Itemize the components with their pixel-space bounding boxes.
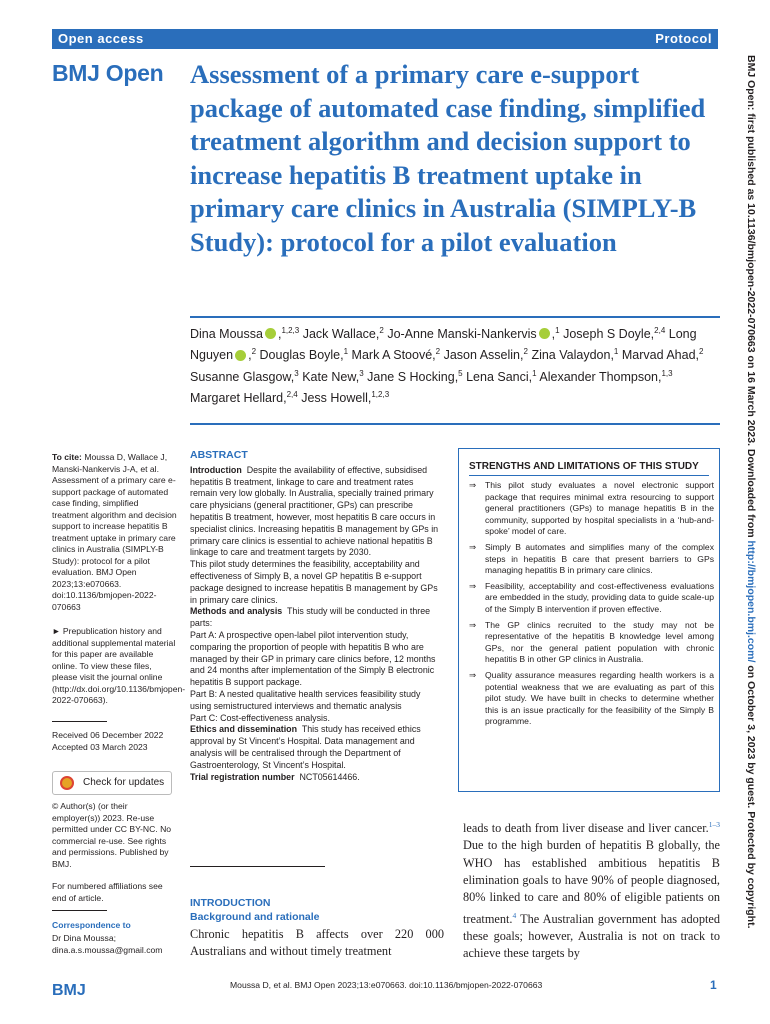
methods-text: This study will be conducted in three parts: (190, 606, 431, 629)
author-affiliation: 2 (435, 347, 441, 357)
author-name: Kate New (302, 370, 356, 385)
orcid-icon[interactable] (235, 350, 246, 361)
strength-text: The GP clinics recruited to the study may not be representative of the hepatitis B knowledge level among GPs, nor the general patient population with chronic hepatitis B in other GP clinics in Australia. (485, 619, 714, 665)
ref-2[interactable]: 4 (512, 910, 517, 920)
abstract-trial (190, 772, 442, 784)
open-access-label: Open access (58, 31, 144, 46)
author-name: Jo-Anne Manski-Nankervis (387, 327, 537, 342)
abstract-ethics (190, 724, 442, 771)
journal-logo: BMJ Open (52, 60, 164, 86)
trial-label: Trial registration number (190, 771, 295, 782)
check-updates-label: Check for updates (83, 777, 165, 788)
author-name: Susanne Glasgow (190, 370, 291, 385)
arrow-icon: ⇒ (469, 480, 477, 490)
author-name: Jason Asselin (443, 348, 521, 363)
author-affiliation: 5 (458, 368, 463, 378)
author-affiliation: 1,3 (661, 368, 673, 378)
side-note (745, 55, 757, 955)
intro-right-1: leads to death from liver disease and liver cancer. (463, 821, 709, 836)
author-affiliation: 1 (343, 347, 349, 357)
arrow-icon: ⇒ (469, 619, 477, 630)
arrow-icon: ⇒ (469, 669, 477, 680)
cite-text: Moussa D, Wallace J, Manski-Nankervis J-A, et al. Assessment of a primary care e-support package of automated case finding, simplified treatment algorithm and decision support to increase hepatitis B treatment uptake in primary care clinics in Australia (SIMPLY-B Study): protocol for a pilot evaluation. BMJ Open 2023;13:e070663. doi:10.1136/bmjopen-2022-070663 (52, 452, 177, 612)
side-note-link[interactable]: http://bmjopen.bmj.com/ (745, 540, 757, 663)
dates-block (52, 730, 177, 753)
author-affiliation: 1 (613, 347, 619, 357)
abstract (190, 450, 442, 783)
check-updates-button[interactable] (52, 771, 172, 795)
orcid-icon[interactable] (539, 328, 550, 339)
correspondence-name: Dr Dina Moussa; (52, 933, 116, 943)
strengths-divider (469, 475, 709, 476)
citation-block (52, 452, 177, 613)
strengths-heading: STRENGTHS AND LIMITATIONS OF THIS STUDY (469, 461, 699, 472)
introduction-heading: INTRODUCTION (190, 897, 271, 909)
strength-text: Quality assurance measures regarding health workers is a potential weakness that we are evaluating as part of this pilot study. We have built in checks to determine whether this is an issue practically for the feasibility of the Simply B programme. (485, 669, 714, 727)
abstract-heading: ABSTRACT (190, 449, 248, 461)
left-divider-2 (52, 910, 107, 911)
author-affiliation: 1,2,3 (281, 326, 300, 335)
author-affiliation: 2,4 (654, 326, 666, 335)
abstract-part-b: Part B: A nested qualitative health services feasibility study using semistructured interviews and thematic analysis (190, 688, 421, 711)
strength-text: Simply B automates and simplifies many of the complex steps in hepatitis B care that present barriers to GPs managing hepatitis B in primary care clinics. (485, 541, 714, 576)
strength-item (469, 542, 714, 577)
arrow-icon: ⇒ (469, 580, 477, 591)
author-name: Lena Sanci (466, 370, 529, 385)
author-affiliation: 2,4 (286, 390, 298, 400)
abstract-part-c: Part C: Cost-effectiveness analysis. (190, 712, 330, 723)
intro-text: Despite the availability of effective, subsidised hepatitis B treatment, linkage to care and treatment rates remain very low globally. In Australia, specially trained primary care physicians (general practitioner, GPs) can prescribe hepatitis B treatment, however, most hepatitis B care occurs in specialist clinics. Increasing hepatitis B management by GPs in primary care clinics is essential to achieve national hepatitis B linkage to care and treatment targets by 2030. (190, 464, 439, 558)
author-name: Zina Valaydon (531, 348, 611, 363)
author-name: Jack Wallace (302, 327, 376, 342)
arrow-icon: ⇒ (469, 541, 477, 552)
intro-right-3: The Australian government has adopted these goals; however, Australia is not on track to achieve these targets by (463, 911, 720, 961)
author-name: Jane S Hocking (367, 370, 455, 385)
side-note-suffix: on October 3, 2023 by guest. Protected by copyright. (745, 662, 757, 929)
footer-logo: BMJ (52, 982, 86, 999)
ref-1[interactable]: 1–3 (708, 820, 720, 829)
author-affiliation: 1 (555, 326, 560, 335)
author-affiliation: 2 (699, 347, 704, 357)
prepub-note: ► Prepublication history and additional supplemental material for this paper are available online. To view these files, please visit the journal online (http://dx.doi.org/10.1136/bmjopen-2022-070663). (52, 626, 186, 705)
strength-item (469, 581, 714, 616)
strength-item (469, 480, 714, 538)
intro-label: Introduction (190, 464, 242, 475)
abstract-introduction (190, 465, 442, 559)
author-affiliation: 3 (359, 368, 364, 378)
side-note-prefix: BMJ Open: first published as 10.1136/bmjopen-2022-070663 on 16 March 2023. Downloaded from (745, 55, 757, 541)
abstract-intro-2: This pilot study determines the feasibility, acceptability and effectiveness of Simply B, a novel GP hepatitis B e-support package designed to increase hepatitis B management by GPs in primary care clinics. (190, 559, 438, 605)
strength-item (469, 670, 714, 728)
ethics-label: Ethics and dissemination (190, 724, 298, 735)
crossmark-icon (60, 776, 74, 790)
author-name: Margaret Hellard (190, 391, 284, 406)
correspondence-block (52, 933, 177, 956)
article-title: Assessment of a primary care e-support package of automated case finding, simplified treatment algorithm and decision support to increase hepatitis B treatment uptake in primary care clinics in Australia (SIMPLY-B Study): protocol for a pilot evaluation (190, 59, 706, 257)
abstract-part-a: Part A: A prospective open-label pilot intervention study, comparing the proportion of people with hepatitis B who are managed by their GP in primary care clinics before, 12 months and 24 months after implementation of the Simply B electronic hepatitis B support package. (190, 629, 436, 688)
strengths-list (469, 480, 714, 732)
methods-label: Methods and analysis (190, 606, 283, 617)
correspondence-email[interactable]: dina.a.s.moussa@gmail.com (52, 944, 163, 955)
article-type-label: Protocol (655, 31, 712, 46)
author-name: Mark A Stoové (351, 348, 433, 363)
intro-paragraph-right (463, 816, 720, 963)
intro-paragraph-left: Chronic hepatitis B affects over 220 000 Australians and without timely treatment (190, 927, 444, 959)
correspondence-heading: Correspondence to (52, 920, 131, 930)
strength-item (469, 620, 714, 666)
author-affiliation: 1 (532, 368, 537, 378)
header-bar (52, 29, 718, 49)
author-list: Dina Moussa ,$^{1,2,3}$ Jack Wallace,$^2$ Jo-Anne Manski-Nankervis ,$^1$ Joseph S Doyle,$^{2,4}$ Long Nguyen ,$^2$ Douglas Boyle,$^1$ Mark A Stoové,$^2$ Jason Asselin,$^2$ Zina Valaydon,$^1$ Marvad Ahad,$^2$ Susanne Glasgow,$^3$ Kate New,$^3$ Jane S Hocking,$^5$ Lena Sanci,$^1$ Alexander Thompson,$^{1,3}$ Margaret Hellard,$^{2,4}$ Jess Howell,$^{1,2,3}$ (190, 326, 704, 406)
author-name: Douglas Boyle (259, 348, 341, 363)
abstract-methods (190, 606, 442, 630)
background-subheading: Background and rationale (190, 911, 320, 923)
affiliation-note: For numbered affiliations see end of article. (52, 881, 163, 903)
author-divider (190, 423, 720, 425)
received-date: Received 06 December 2022 (52, 730, 164, 740)
author-affiliation: 1,2,3 (371, 390, 390, 400)
author-name: Dina Moussa (190, 327, 263, 342)
ethics-text: This study has received ethics approval by St Vincent’s Hospital. Data management and analysis will be centralised through the Department of Gastroenterology, St Vincent’s Hospital. (190, 724, 421, 770)
author-name: Alexander Thompson (539, 370, 658, 385)
cite-label: To cite: (52, 452, 82, 462)
left-divider (52, 721, 107, 722)
strengths-limitations-box (458, 448, 720, 792)
strength-text: Feasibility, acceptability and cost-effectiveness evaluations are embedded in the study, providing data to guide scale-up of the Simply B intervention if proven effective. (485, 580, 714, 614)
author-affiliation: 2 (379, 326, 384, 335)
author-name: Marvad Ahad (621, 348, 696, 363)
orcid-icon[interactable] (265, 328, 276, 339)
author-name: Jess Howell (301, 391, 368, 406)
author-affiliation: 2 (523, 347, 528, 357)
copyright-note: © Author(s) (or their employer(s)) 2023. Re-use permitted under CC BY-NC. No commercial re-use. See rights and permissions. Published by BMJ. (52, 801, 172, 869)
author-affiliation: 3 (294, 368, 299, 378)
intro-right-2: Due to the high burden of hepatitis B globally, the WHO has established ambitious hepatitis B elimination goals to have 90% of people diagnosed, 80% linked to care and 80% of eligible patients on treatment. (463, 838, 720, 926)
title-divider (190, 316, 720, 318)
trial-text: NCT05614466. (299, 771, 360, 782)
author-name: Long Nguyen (190, 327, 697, 363)
page-number: 1 (710, 978, 717, 992)
author-name: Joseph S Doyle (563, 327, 651, 342)
accepted-date: Accepted 03 March 2023 (52, 741, 148, 752)
footer-citation: Moussa D, et al. BMJ Open 2023;13:e070663. doi:10.1136/bmjopen-2022-070663 (230, 980, 543, 990)
strength-text: This pilot study evaluates a novel electronic support package that requires minimal extra resourcing to support general practitioners (GPs) to manage hepatitis B in the community, supported by hospital specialists in a ‘hub-and-spoke’ model of care. (485, 480, 714, 537)
author-affiliation: 2 (251, 347, 257, 357)
abstract-end-rule (190, 866, 325, 867)
